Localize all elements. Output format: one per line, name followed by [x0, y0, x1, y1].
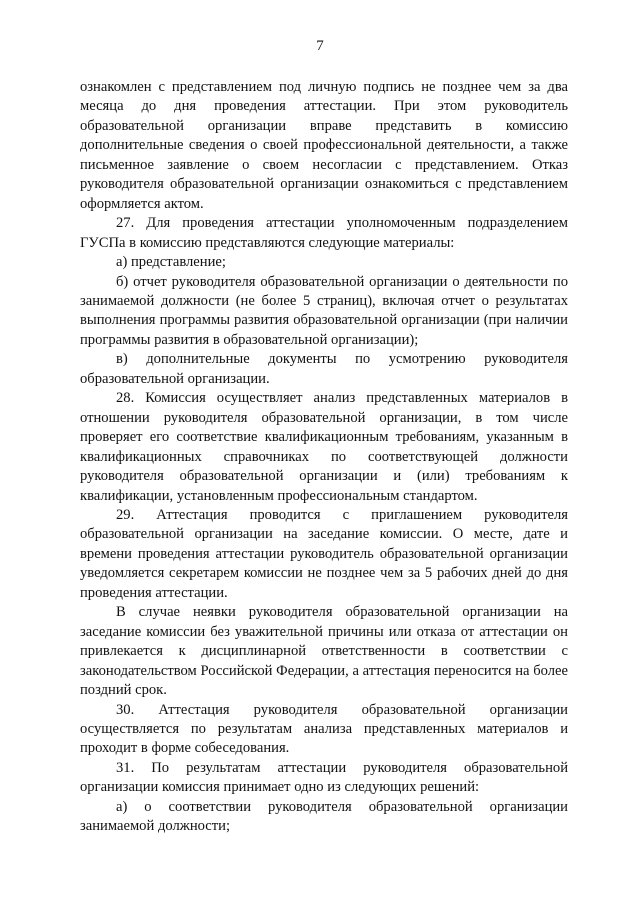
paragraph-28: 28. Комиссия осуществляет анализ представленных материалов в отношении руководителя образовательной организации, в том числе проверяет его соответствие квалификационным требованиям, указанным в квалификационных справочниках по соответствующей должности руководителя образовательной организации и (или) требованиям к квалификации, установленным профессиональным стандартом.: [80, 390, 568, 504]
paragraph-27-b: б) отчет руководителя образовательной организации о деятельности по занимаемой должности (не более 5 страниц), включая отчет о результатах выполнения программы развития образовательной организации (при наличии программы развития в образовательной организации);: [80, 273, 568, 348]
paragraph-30: 30. Аттестация руководителя образовательной организации осуществляется по результатам анализа представленных материалов и проходит в форме собеседования.: [80, 701, 568, 757]
paragraph-29-absence: В случае неявки руководителя образовательной организации на заседание комиссии без уважительной причины или отказа от аттестации он привлекается к дисциплинарной ответственности в соответствии с законодательством Российской Федерации, а аттестация переносится на более поздний срок.: [80, 604, 568, 699]
paragraph-27-c: в) дополнительные документы по усмотрению руководителя образовательной организации.: [80, 351, 568, 387]
document-body: [80, 78, 568, 837]
paragraph-29: 29. Аттестация проводится с приглашением руководителя образовательной организации на заседание комиссии. О месте, дате и времени проведения аттестации руководитель образовательной организации уведомляется секретарем комиссии не позднее чем за 5 рабочих дней до дня проведения аттестации.: [80, 506, 568, 601]
paragraph-31: 31. По результатам аттестации руководителя образовательной организации комиссия принимает одно из следующих решений:: [80, 759, 568, 796]
paragraph-continuation: ознакомлен с представлением под личную подпись не позднее чем за два месяца до дня проведения аттестации. При этом руководитель образовательной организации вправе представить в комиссию дополнительные сведения о своей профессиональной деятельности, а также письменное заявление о своем несогласии с представлением. Отказ руководителя образовательной организации ознакомиться с представлением оформляется актом.: [80, 79, 568, 212]
paragraph-27-a: а) представление;: [116, 254, 226, 271]
page-number: 7: [316, 38, 324, 54]
paragraph-31-a: а) о соответствии руководителя образовательной организации занимаемой должности;: [80, 798, 568, 835]
paragraph-27: 27. Для проведения аттестации уполномоченным подразделением ГУСПа в комиссию представляются следующие материалы:: [80, 215, 568, 251]
